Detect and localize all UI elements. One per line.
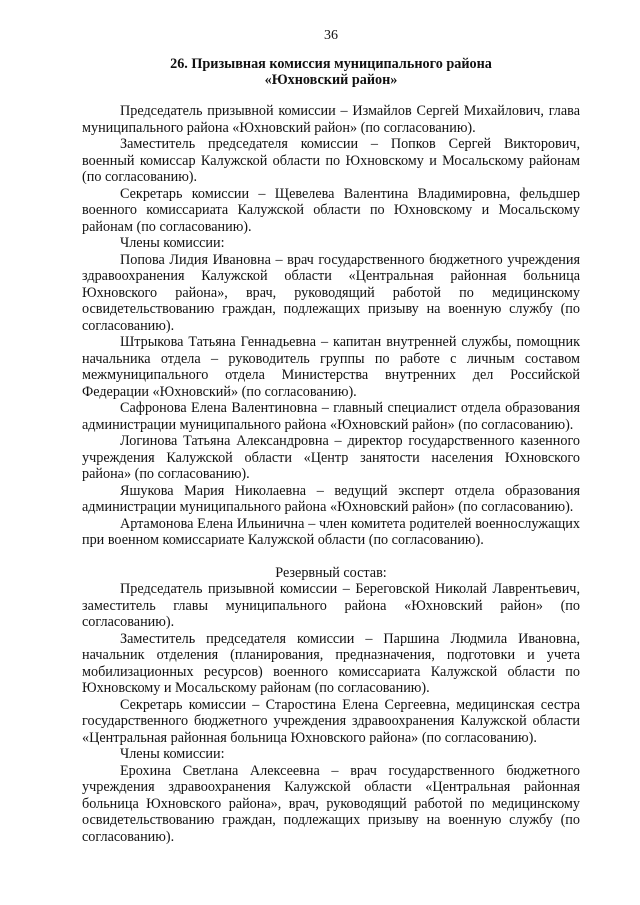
member-paragraph: Попова Лидия Ивановна – врач государственного бюджетного учреждения здравоохранения Калужской области «Центральная районная больница Юхновского района», врач, руководящий работой по медицинскому освидетельствованию граждан, подлежащих призыву на военную службу (по согласованию).	[82, 251, 580, 334]
members-heading: Члены комиссии:	[120, 235, 225, 251]
page-number: 36	[324, 28, 338, 43]
reserve-members-heading: Члены комиссии:	[120, 746, 225, 762]
secretary-paragraph: Секретарь комиссии – Щевелева Валентина Владимировна, фельдшер военного комиссариата Калужской области по Юхновскому и Мосальскому районам (по согласованию).	[82, 185, 580, 235]
reserve-deputy-chairman-paragraph: Заместитель председателя комиссии – Паршина Людмила Ивановна, начальник отделения (планирования, предназначения, подготовки и учета мобилизационных ресурсов) военного комиссариата Калужской области по Юхновскому и Мосальскому районам (по согласованию).	[82, 630, 580, 696]
member-paragraph: Артамонова Елена Ильинична – член комитета родителей военнослужащих при военном комиссариате Калужской области (по согласованию).	[82, 515, 580, 548]
member-paragraph: Яшукова Мария Николаевна – ведущий эксперт отдела образования администрации муниципального района «Юхновский район» (по согласованию).	[82, 482, 580, 515]
reserve-chairman-paragraph: Председатель призывной комиссии – Береговской Николай Лаврентьевич, заместитель главы муниципального района «Юхновский район» (по согласованию).	[82, 581, 580, 630]
reserve-heading: Резервный состав:	[275, 564, 387, 581]
chairman-paragraph: Председатель призывной комиссии – Измайлов Сергей Михайлович, глава муниципального района «Юхновский район» (по согласованию).	[82, 103, 580, 136]
deputy-chairman-paragraph: Заместитель председателя комиссии – Попков Сергей Викторович, военный комиссар Калужской области по Юхновскому и Мосальскому районам (по согласованию).	[82, 136, 580, 185]
title-line-1: 26. Призывная комиссия муниципального района	[170, 56, 492, 72]
member-paragraph: Штрыкова Татьяна Геннадьевна – капитан внутренней службы, помощник начальника отдела – руководитель группы по работе с личным составом межмуниципального отдела Министерства внутренних дел Российской Федерации «Юхновский» (по согласованию).	[82, 334, 580, 400]
title-line-2: «Юхновский район»	[264, 72, 398, 88]
member-paragraph: Сафронова Елена Валентиновна – главный специалист отдела образования администрации муниципального района «Юхновский район» (по согласованию).	[82, 400, 580, 433]
document-body	[82, 103, 580, 845]
reserve-member-paragraph: Ерохина Светлана Алексеевна – врач государственного бюджетного учреждения здравоохранения Калужской области «Центральная районная больница Юхновского района», врач, руководящий работой по медицинскому освидетельствованию граждан, подлежащих призыву на военную службу (по согласованию).	[82, 762, 580, 845]
reserve-secretary-paragraph: Секретарь комиссии – Старостина Елена Сергеевна, медицинская сестра государственного бюджетного учреждения здравоохранения Калужской области «Центральная районная больница Юхновского района» (по согласованию).	[82, 696, 580, 746]
member-paragraph: Логинова Татьяна Александровна – директор государственного казенного учреждения Калужской области «Центр занятости населения Юхновского района» (по согласованию).	[82, 433, 580, 482]
section-title	[82, 56, 580, 88]
